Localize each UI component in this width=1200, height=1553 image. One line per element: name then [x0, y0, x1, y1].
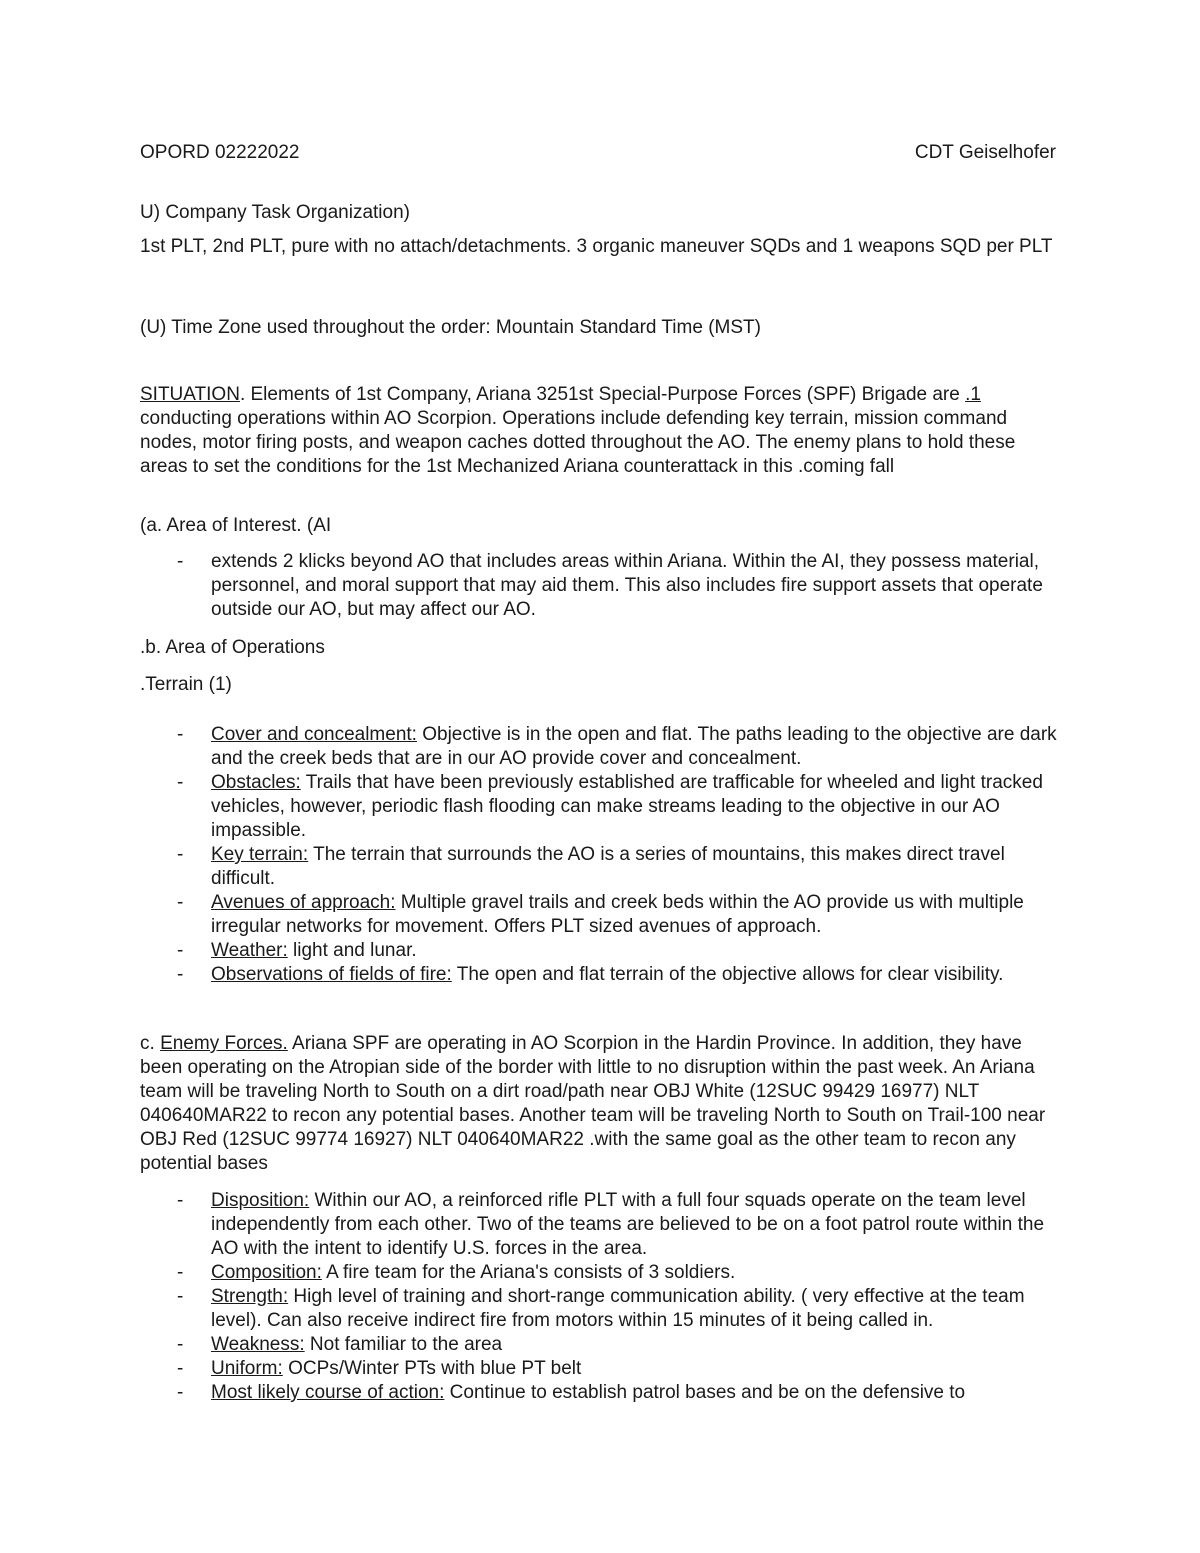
enemy-forces-paragraph: [140, 1032, 1058, 1176]
terrain-list: [140, 723, 1058, 987]
list-item: [140, 1357, 1058, 1381]
item-text: The open and flat terrain of the objective allows for clear visibility.: [451, 964, 1004, 985]
author-name: CDT Geiselhofer: [914, 142, 1056, 163]
item-text: Multiple gravel trails and creek beds within the AO provide us with multiple irregular networks for movement. Offers PLT sized avenues of approach.: [211, 892, 1024, 937]
enemy-label: Enemy Forces.: [160, 1033, 288, 1054]
item-text: The terrain that surrounds the AO is a series of mountains, this makes direct travel difficult.: [211, 844, 1005, 889]
situation-text-2: conducting operations within AO Scorpion. Operations include defending key terrain, mission command nodes, motor firing posts, and weapon caches dotted throughout the AO. The enemy plans to hold these areas to set the conditions for the 1st Mechanized Ariana counterattack in this .coming fall: [140, 408, 1016, 477]
item-text: High level of training and short-range communication ability. ( very effective at the team level). Can also receive indirect fire from motors within 15 minutes of it being called in.: [211, 1286, 1025, 1331]
item-label: Obstacles:: [211, 772, 301, 793]
time-zone-line: (U) Time Zone used throughout the order: Mountain Standard Time (MST): [140, 317, 761, 338]
item-text: Continue to establish patrol bases and be on the defensive to: [444, 1382, 966, 1403]
situation-number: .1: [965, 384, 981, 405]
enemy-prefix: c.: [140, 1033, 161, 1054]
item-label: Uniform:: [211, 1358, 283, 1379]
enemy-text: Ariana SPF are operating in AO Scorpion in the Hardin Province. In addition, they have been operating on the Atropian side of the border with little to no disruption within the past week. An Ariana team will be traveling North to South on a dirt road/path near OBJ White (12SUC 99429 16977) NLT 040640MAR22 to recon any potential bases. Another team will be traveling North to South on Trail-100 near OBJ Red (12SUC 99774 16927) NLT 040640MAR22 .with the same goal as the other team to recon any potential bases: [140, 1033, 1046, 1174]
situation-paragraph: [140, 383, 1058, 479]
item-label: Cover and concealment:: [211, 724, 417, 745]
list-item: [140, 891, 1058, 939]
item-text: Within our AO, a reinforced rifle PLT with a full four squads operate on the team level independently from each other. Two of the teams are believed to be on a foot patrol route within the AO with the intent to identify U.S. forces in the area.: [211, 1190, 1045, 1259]
situation-label: SITUATION: [140, 384, 240, 405]
task-org-heading: U) Company Task Organization): [140, 202, 410, 223]
item-label: Composition:: [211, 1262, 322, 1283]
list-item: [140, 963, 1058, 987]
item-text: light and lunar.: [287, 940, 417, 961]
enemy-list: [140, 1189, 1058, 1405]
list-item: [140, 771, 1058, 843]
item-text: Objective is in the open and flat. The paths leading to the objective are dark and the creek beds that are in our AO provide cover and concealment.: [211, 724, 1057, 769]
list-item: [140, 1333, 1058, 1357]
list-item: [140, 1189, 1058, 1261]
situation-text: . Elements of 1st Company, Ariana 3251st Special-Purpose Forces (SPF) Brigade are: [239, 384, 966, 405]
order-title: OPORD 02222022: [140, 142, 300, 163]
item-label: Avenues of approach:: [211, 892, 396, 913]
item-text: OCPs/Winter PTs with blue PT belt: [282, 1358, 582, 1379]
item-label: Key terrain:: [211, 844, 309, 865]
area-of-interest-heading: (a. Area of Interest. (AI: [140, 515, 332, 536]
area-of-interest-list: [140, 550, 1058, 622]
list-item: [140, 1261, 1058, 1285]
list-item: [140, 1285, 1058, 1333]
list-item: [140, 723, 1058, 771]
item-text: A fire team for the Ariana's consists of 3 soldiers.: [321, 1262, 736, 1283]
list-item: [140, 939, 1058, 963]
item-label: Observations of fields of fire:: [211, 964, 452, 985]
item-label: Weakness:: [211, 1334, 305, 1355]
list-item: - extends 2 klicks beyond AO that includes areas within Ariana. Within the AI, they possess material, personnel, and moral support that may aid them. This also includes fire support assets that operate outside our AO, but may affect our AO.: [140, 550, 1058, 622]
item-label: Disposition:: [211, 1190, 310, 1211]
item-label: Weather:: [211, 940, 288, 961]
document-header: [140, 142, 1056, 168]
task-org-body: 1st PLT, 2nd PLT, pure with no attach/detachments. 3 organic maneuver SQDs and 1 weapons SQD per PLT: [140, 236, 1053, 257]
area-of-operations-heading: .b. Area of Operations: [140, 637, 325, 658]
item-label: Strength:: [211, 1286, 289, 1307]
list-item: [140, 1381, 1058, 1405]
item-text: Not familiar to the area: [304, 1334, 503, 1355]
terrain-heading: .Terrain (1): [140, 674, 232, 695]
item-text: Trails that have been previously established are trafficable for wheeled and light tracked vehicles, however, periodic flash flooding can make streams leading to the objective in our AO impassible.: [211, 772, 1043, 841]
list-item: [140, 843, 1058, 891]
item-label: Most likely course of action:: [211, 1382, 445, 1403]
